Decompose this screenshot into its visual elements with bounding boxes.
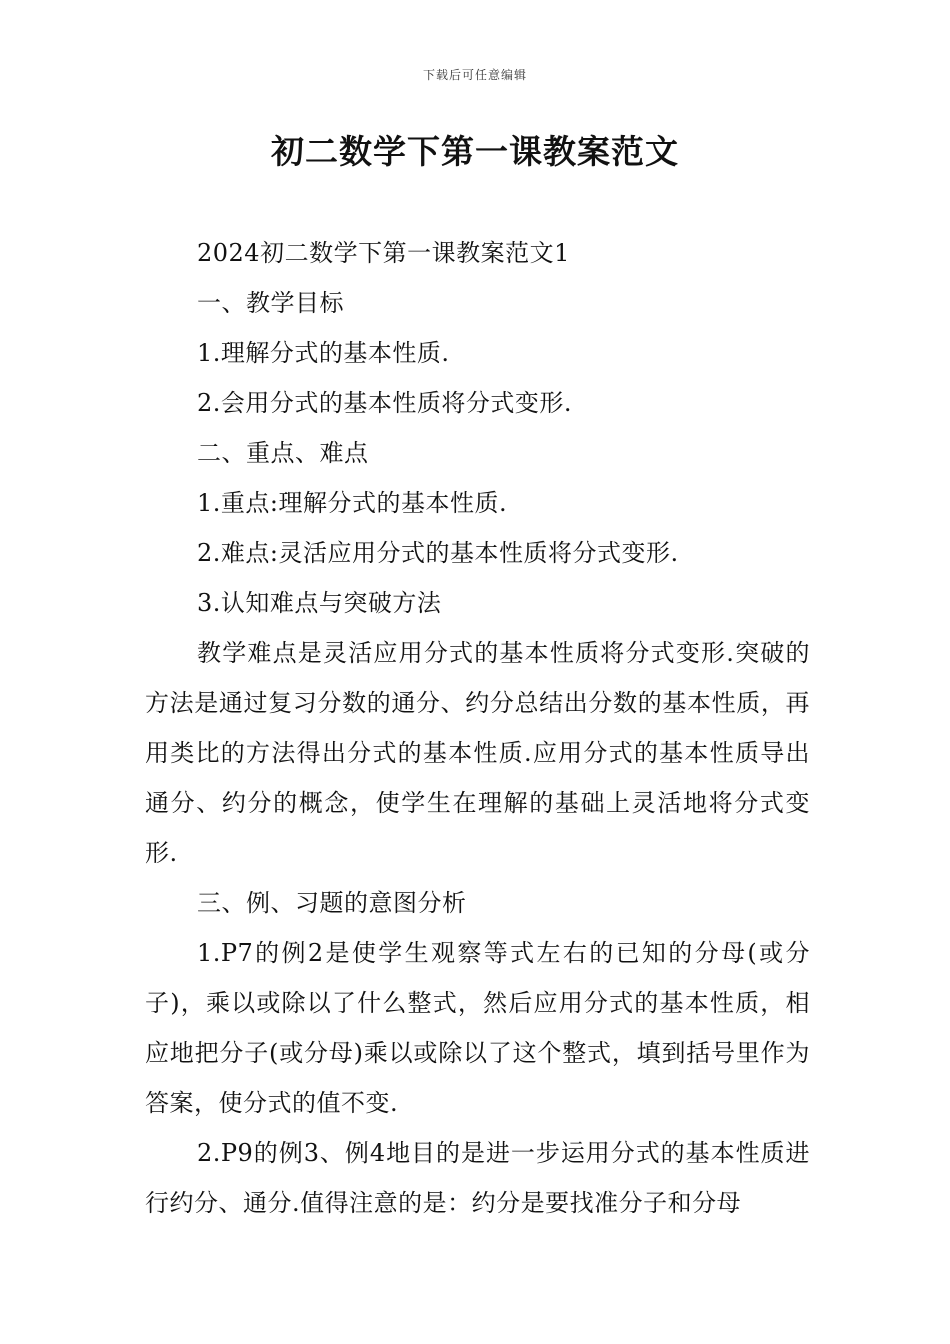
key-point-item: 3.认知难点与突破方法 [197, 589, 442, 617]
objective-item: 1.理解分式的基本性质. [197, 339, 450, 367]
body-paragraph: 1.P7的例2是使学生观察等式左右的已知的分母(或分子)，乘以或除以了什么整式，然后应用分式的基本性质，相应地把分子(或分母)乘以或除以了这个整式，填到括号里作为答案，使分式的值不变. [145, 939, 810, 1117]
header-note: 下载后可任意编辑 [422, 68, 527, 82]
document-title: 初二数学下第一课教案范文 [271, 132, 679, 171]
paragraph-subtitle: 2024初二数学下第一课教案范文1 [197, 239, 570, 267]
section-heading-examples: 三、例、习题的意图分析 [197, 889, 467, 917]
body-paragraph: 教学难点是灵活应用分式的基本性质将分式变形.突破的方法是通过复习分数的通分、约分总结出分数的基本性质，再用类比的方法得出分式的基本性质.应用分式的基本性质导出通分、约分的概念，使学生在理解的基础上灵活地将分式变形. [145, 639, 810, 867]
section-heading-key-points: 二、重点、难点 [197, 439, 369, 467]
body-paragraph: 2.P9的例3、例4地目的是进一步运用分式的基本性质进行约分、通分.值得注意的是：约分是要找准分子和分母 [145, 1139, 810, 1217]
document-body [145, 228, 810, 1228]
section-heading-objectives: 一、教学目标 [197, 289, 344, 317]
key-point-item: 1.重点:理解分式的基本性质. [197, 489, 508, 517]
objective-item: 2.会用分式的基本性质将分式变形. [197, 389, 573, 417]
key-point-item: 2.难点:灵活应用分式的基本性质将分式变形. [197, 539, 679, 567]
